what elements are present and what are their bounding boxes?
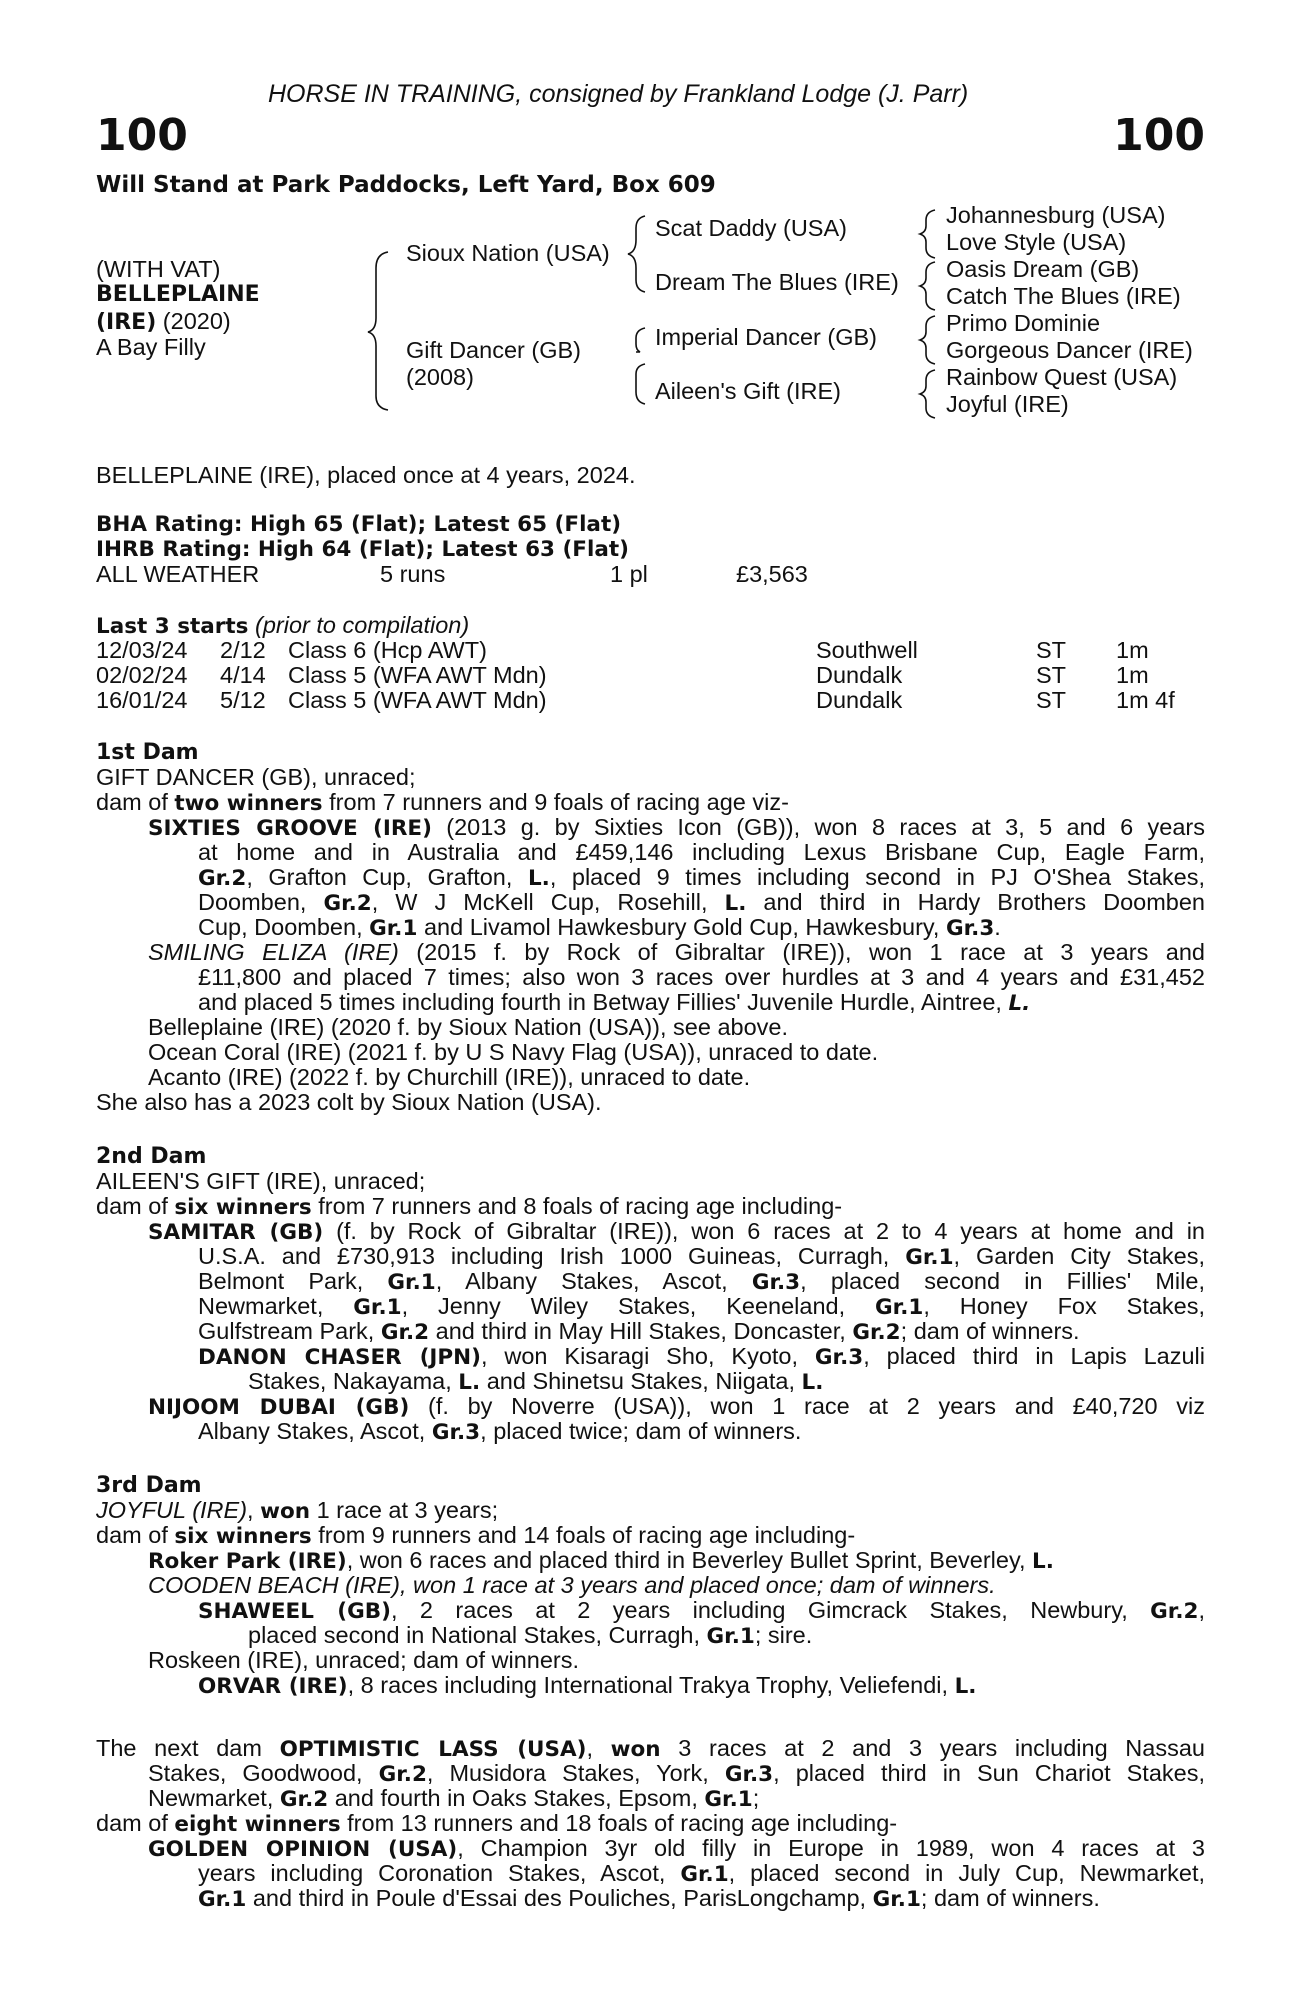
progeny-name: Roker Park (IRE) xyxy=(148,1549,347,1574)
text: Doomben, xyxy=(198,890,324,915)
dam-name: Gift Dancer (GB) xyxy=(406,337,581,363)
progeny-text xyxy=(198,1419,1205,1445)
ggp-3: Oasis Dream (GB) xyxy=(946,256,1140,282)
start-course: Southwell xyxy=(816,637,918,663)
grade: Gr.1 xyxy=(353,1295,402,1320)
grade: L. xyxy=(724,891,747,916)
start-row xyxy=(96,638,1205,664)
progeny-roker-park xyxy=(148,1548,1205,1574)
text: . xyxy=(994,914,1001,940)
text: , placed third in Lapis Lazuli xyxy=(863,1344,1205,1369)
sire-sire: Scat Daddy (USA) xyxy=(655,215,847,241)
text: and third in Poule d'Essai des Pouliches, ParisLongchamp, xyxy=(246,1885,873,1911)
ggp-2: Love Style (USA) xyxy=(946,229,1127,255)
first-dam-produce xyxy=(96,790,1205,816)
grade: Gr.2 xyxy=(198,866,247,891)
brace-ds xyxy=(920,316,935,364)
text: ; dam of winners. xyxy=(900,1318,1080,1344)
brace-dd xyxy=(920,370,935,418)
third-dam-heading: 3rd Dam xyxy=(96,1473,202,1498)
text: (2013 g. by Sixties Icon (GB)), won 8 races at 3, 5 and 6 years xyxy=(431,815,1205,840)
text: , W J McKell Cup, Rosehill, xyxy=(371,890,725,915)
text: and third in Hardy Brothers Doomben xyxy=(746,890,1205,915)
progeny-text xyxy=(248,1369,1205,1395)
summary-line: BELLEPLAINE (IRE), placed once at 4 years, 2024. xyxy=(96,462,636,488)
text: Belmont Park, xyxy=(198,1269,388,1294)
grade: Gr.3 xyxy=(431,1420,481,1445)
grade: Gr.2 xyxy=(852,1320,901,1345)
text: U.S.A. and £730,913 including Irish 1000 Guineas, Curragh, xyxy=(198,1244,906,1269)
text: , placed twice; dam of winners. xyxy=(480,1418,802,1444)
ggp-1: Johannesburg (USA) xyxy=(946,202,1166,228)
progeny-name: GOLDEN OPINION (USA) xyxy=(148,1837,458,1862)
lot-number-right: 100 xyxy=(1113,110,1205,161)
last-starts-heading xyxy=(96,613,1205,639)
progeny-name: SHAWEEL (GB) xyxy=(198,1599,391,1624)
dam-name: OPTIMISTIC LASS (USA) xyxy=(279,1737,587,1762)
text: Cup, Doomben, xyxy=(198,914,370,940)
brace-ss xyxy=(920,210,935,258)
start-distance: 1m 4f xyxy=(1116,687,1175,713)
text: , won Kisaragi Sho, Kyoto, xyxy=(480,1344,815,1369)
won-label: won xyxy=(260,1499,311,1524)
progeny-shaweel xyxy=(198,1598,1205,1624)
text: , placed 9 times including second in PJ O'Shea Stakes, xyxy=(549,865,1205,890)
dam-dam: Aileen's Gift (IRE) xyxy=(655,378,842,404)
text: placed second in National Stakes, Curragh, xyxy=(248,1622,707,1648)
grade: Gr.3 xyxy=(751,1270,801,1295)
brace-sd xyxy=(920,262,935,310)
progeny-name: SAMITAR (GB) xyxy=(148,1220,324,1245)
text: Gulfstream Park, xyxy=(198,1318,381,1344)
text: years including Coronation Stakes, Ascot, xyxy=(198,1861,681,1886)
grade: Gr.2 xyxy=(1150,1599,1199,1624)
grade: L. xyxy=(527,866,550,891)
text: (f. by Rock of Gibraltar (IRE)), won 6 races at 2 to 4 years at home and in xyxy=(323,1219,1205,1244)
progeny-ocean-coral: Ocean Coral (IRE) (2021 f. by U S Navy Flag (USA)), unraced to date. xyxy=(148,1039,879,1065)
next-dam-produce xyxy=(96,1811,1205,1837)
ggp-4: Catch The Blues (IRE) xyxy=(946,283,1181,309)
start-course: Dundalk xyxy=(816,662,903,688)
grade: Gr.2 xyxy=(323,891,372,916)
start-date: 16/01/24 xyxy=(96,687,188,713)
sire-name: Sioux Nation (USA) xyxy=(406,240,610,266)
progeny-text xyxy=(198,1319,1205,1345)
grade: L. xyxy=(801,1370,824,1395)
record-placed: 1 pl xyxy=(610,561,648,587)
third-dam-produce xyxy=(96,1523,1205,1549)
start-row xyxy=(96,663,1205,689)
grade: Gr.2 xyxy=(380,1320,430,1345)
horse-name: BELLEPLAINE xyxy=(96,282,260,307)
text: , xyxy=(586,1736,611,1761)
text: and placed 5 times including fourth in Betway Fillies' Juvenile Hurdle, Aintree, xyxy=(198,989,1009,1015)
race-record xyxy=(96,562,1205,588)
grade: Gr.3 xyxy=(945,916,995,941)
text: ; xyxy=(752,1785,760,1811)
progeny-text xyxy=(198,1861,1205,1887)
text: , won 6 races and placed third in Beverley Bullet Sprint, Beverley, xyxy=(346,1547,1033,1573)
progeny-text xyxy=(198,1269,1205,1295)
ggp-8: Joyful (IRE) xyxy=(946,391,1069,417)
winners-count: eight winners xyxy=(174,1812,341,1837)
text: Stakes, Nakayama, xyxy=(248,1368,459,1394)
progeny-nijoom-dubai xyxy=(148,1394,1205,1420)
sire-dam: Dream The Blues (IRE) xyxy=(655,269,899,295)
winners-count: six winners xyxy=(174,1195,312,1220)
text: , Champion 3yr old filly in Europe in 1989, won 4 races at 3 xyxy=(457,1836,1205,1861)
start-course: Dundalk xyxy=(816,687,903,713)
bha-rating: BHA Rating: High 65 (Flat); Latest 65 (Flat) xyxy=(96,512,622,537)
progeny-text: £11,800 and placed 7 times; also won 3 races over hurdles at 3 and 4 years and £31,452 xyxy=(198,965,1205,990)
start-going: ST xyxy=(1036,662,1067,688)
text: ; sire. xyxy=(754,1622,813,1648)
last-starts-title: Last 3 starts xyxy=(96,614,249,639)
dam-name: JOYFUL (IRE) xyxy=(96,1497,248,1523)
start-date: 02/02/24 xyxy=(96,662,188,688)
brace-dam-bottom xyxy=(636,364,645,404)
start-race: Class 5 (WFA AWT Mdn) xyxy=(288,687,547,713)
brace-main xyxy=(368,252,388,410)
text: from 9 runners and 14 foals of racing age including- xyxy=(311,1522,856,1548)
record-runs: 5 runs xyxy=(380,561,446,587)
text: , Albany Stakes, Ascot, xyxy=(435,1269,752,1294)
progeny-name: ORVAR (IRE) xyxy=(198,1674,348,1699)
text: and third in May Hill Stakes, Doncaster, xyxy=(429,1318,853,1344)
start-distance: 1m xyxy=(1116,662,1149,688)
record-earnings: £3,563 xyxy=(736,561,808,587)
stand-location: Will Stand at Park Paddocks, Left Yard, Box 609 xyxy=(96,172,716,198)
text: Stakes, Goodwood, xyxy=(148,1761,379,1786)
grade: Gr.1 xyxy=(704,1787,753,1812)
brace-sire xyxy=(628,216,645,292)
won-label: won xyxy=(610,1737,661,1762)
start-race: Class 5 (WFA AWT Mdn) xyxy=(288,662,547,688)
progeny-name: NIJOOM DUBAI (GB) xyxy=(148,1395,410,1420)
start-position: 4/14 xyxy=(220,662,266,688)
text: dam of xyxy=(96,1522,175,1548)
dam-sire: Imperial Dancer (GB) xyxy=(655,324,877,350)
grade: Gr.3 xyxy=(724,1762,774,1787)
next-dam-text xyxy=(148,1786,1205,1812)
winners-count: six winners xyxy=(174,1524,312,1549)
progeny-name: SMILING ELIZA (IRE) xyxy=(148,940,399,965)
progeny-text: at home and in Australia and £459,146 including Lexus Brisbane Cup, Eagle Farm, xyxy=(198,840,1205,865)
text: , placed second in Fillies' Mile, xyxy=(800,1269,1205,1294)
text: The next dam xyxy=(96,1736,280,1761)
grade: Gr.2 xyxy=(378,1762,427,1787)
grade: Gr.1 xyxy=(872,1887,921,1912)
text: , 2 races at 2 years including Gimcrack Stakes, Newbury, xyxy=(391,1598,1151,1623)
text: , xyxy=(247,1497,261,1523)
grade: Gr.3 xyxy=(814,1345,864,1370)
grade: Gr.1 xyxy=(387,1270,436,1295)
brace-dam-top xyxy=(636,328,645,352)
last-starts-note: (prior to compilation) xyxy=(255,612,470,638)
text: , placed second in July Cup, Newmarket, xyxy=(728,1861,1205,1886)
start-going: ST xyxy=(1036,687,1067,713)
grade: L. xyxy=(1032,1549,1054,1574)
progeny-roskeen: Roskeen (IRE), unraced; dam of winners. xyxy=(148,1647,580,1673)
text: , Garden City Stakes, xyxy=(953,1244,1205,1269)
progeny-text xyxy=(198,915,1205,941)
consignor-header: HORSE IN TRAINING, consigned by Frankland Lodge (J. Parr) xyxy=(268,80,969,108)
text: , Jenny Wiley Stakes, Keeneland, xyxy=(401,1294,876,1319)
progeny-samitar xyxy=(148,1219,1205,1245)
progeny-cooden-beach: COODEN BEACH (IRE), won 1 race at 3 years and placed once; dam of winners. xyxy=(148,1572,996,1598)
text: ; dam of winners. xyxy=(920,1885,1100,1911)
progeny-name: DANON CHASER (JPN) xyxy=(198,1345,481,1370)
progeny-text xyxy=(198,1244,1205,1270)
text: and Shinetsu Stakes, Niigata, xyxy=(480,1368,802,1394)
second-dam-produce xyxy=(96,1194,1205,1220)
start-position: 5/12 xyxy=(220,687,266,713)
text: from 7 runners and 9 foals of racing age viz- xyxy=(322,789,789,815)
progeny-text xyxy=(198,1294,1205,1320)
text: Albany Stakes, Ascot, xyxy=(198,1418,432,1444)
grade: Gr.1 xyxy=(706,1624,755,1649)
grade: Gr.1 xyxy=(680,1862,729,1887)
text: (f. by Noverre (USA)), won 1 race at 2 years and £40,720 viz xyxy=(409,1394,1205,1419)
progeny-acanto: Acanto (IRE) (2022 f. by Churchill (IRE)), unraced to date. xyxy=(148,1064,751,1090)
second-dam-heading: 2nd Dam xyxy=(96,1144,207,1169)
grade: Gr.1 xyxy=(875,1295,924,1320)
text: dam of xyxy=(96,1810,175,1836)
start-row xyxy=(96,688,1205,714)
grade: L. xyxy=(458,1370,481,1395)
first-dam-line: GIFT DANCER (GB), unraced; xyxy=(96,764,416,790)
progeny-2023-colt: She also has a 2023 colt by Sioux Nation (USA). xyxy=(96,1089,602,1115)
ggp-7: Rainbow Quest (USA) xyxy=(946,364,1178,390)
text: 1 race at 3 years; xyxy=(310,1497,499,1523)
grade: Gr.1 xyxy=(905,1245,954,1270)
next-dam-text xyxy=(148,1761,1205,1787)
progeny-text xyxy=(198,1886,1205,1912)
text: dam of xyxy=(96,789,175,815)
progeny-danon-chaser xyxy=(198,1344,1205,1370)
text: Newmarket, xyxy=(198,1294,354,1319)
third-dam-line xyxy=(96,1498,1205,1524)
progeny-smiling-eliza xyxy=(148,940,1205,966)
text: (2015 f. by Rock of Gibraltar (IRE)), won 1 race at 3 years and xyxy=(398,940,1205,965)
start-race: Class 6 (Hcp AWT) xyxy=(288,637,487,663)
text: , xyxy=(1198,1598,1205,1623)
text: and Livamol Hawkesbury Gold Cup, Hawkesbury, xyxy=(417,914,946,940)
start-position: 2/12 xyxy=(220,637,266,663)
text: Newmarket, xyxy=(148,1785,280,1811)
ggp-5: Primo Dominie xyxy=(946,310,1101,336)
vat-note: (WITH VAT) xyxy=(96,256,221,282)
dam-year: (2008) xyxy=(406,364,474,390)
progeny-text xyxy=(198,990,1205,1016)
start-going: ST xyxy=(1036,637,1067,663)
progeny-belleplaine: Belleplaine (IRE) (2020 f. by Sioux Nation (USA)), see above. xyxy=(148,1014,789,1040)
ihrb-rating: IHRB Rating: High 64 (Flat); Latest 63 (Flat) xyxy=(96,537,629,562)
progeny-text xyxy=(198,865,1205,891)
start-date: 12/03/24 xyxy=(96,637,188,663)
text: , placed third in Sun Chariot Stakes, xyxy=(773,1761,1205,1786)
text: 3 races at 2 and 3 years including Nassau xyxy=(660,1736,1205,1761)
grade: L. xyxy=(954,1674,977,1699)
ggp-6: Gorgeous Dancer (IRE) xyxy=(946,337,1193,363)
text: , Honey Fox Stakes, xyxy=(923,1294,1205,1319)
first-dam-heading: 1st Dam xyxy=(96,740,199,765)
horse-year: (2020) xyxy=(162,308,231,334)
grade: Gr.1 xyxy=(198,1887,247,1912)
progeny-name: SIXTIES GROOVE (IRE) xyxy=(148,816,432,841)
progeny-golden-opinion xyxy=(148,1836,1205,1862)
horse-country: (IRE) xyxy=(96,310,157,335)
progeny-orvar xyxy=(198,1673,1205,1699)
text: , 8 races including International Trakya Trophy, Veliefendi, xyxy=(347,1672,955,1698)
text: dam of xyxy=(96,1193,175,1219)
text: from 7 runners and 8 foals of racing age including- xyxy=(311,1193,843,1219)
next-dam-line xyxy=(96,1736,1205,1762)
grade: L. xyxy=(1008,991,1031,1016)
second-dam-line: AILEEN'S GIFT (IRE), unraced; xyxy=(96,1168,426,1194)
lot-number-left: 100 xyxy=(96,110,188,161)
record-surface: ALL WEATHER xyxy=(96,561,260,587)
text: and fourth in Oaks Stakes, Epsom, xyxy=(328,1785,705,1811)
winners-count: two winners xyxy=(174,791,323,816)
start-distance: 1m xyxy=(1116,637,1149,663)
text: , Grafton Cup, Grafton, xyxy=(246,865,528,890)
progeny-text xyxy=(248,1623,1205,1649)
grade: Gr.1 xyxy=(369,916,418,941)
progeny-sixties-groove xyxy=(148,815,1205,841)
text: , Musidora Stakes, York, xyxy=(426,1761,725,1786)
horse-description: A Bay Filly xyxy=(96,334,206,360)
text: from 13 runners and 18 foals of racing age including- xyxy=(340,1810,898,1836)
grade: Gr.2 xyxy=(279,1787,329,1812)
progeny-text xyxy=(198,890,1205,916)
